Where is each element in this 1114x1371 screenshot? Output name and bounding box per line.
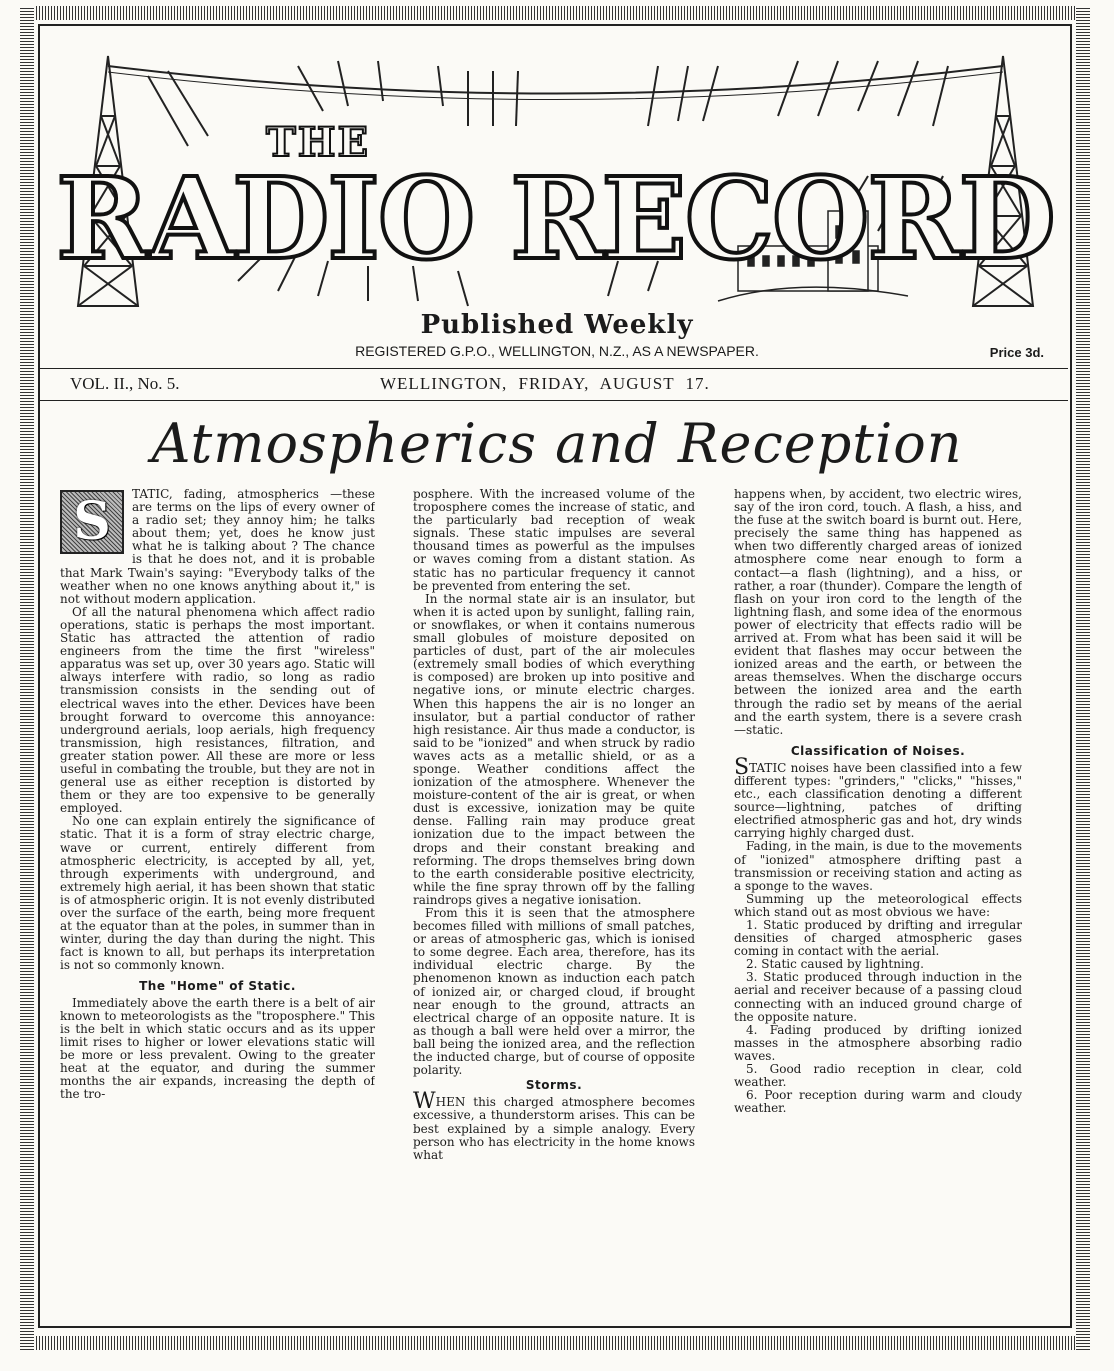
- article-column-2: [413, 488, 695, 1298]
- initial-capital: W: [413, 1089, 436, 1115]
- initial-capital: S: [734, 754, 750, 780]
- paragraph: STATIC noises have been classified into a few different types: "grinders," "clicks," "hisses," etc., each classification denoting a different source—lightning, patches of drifting electrified atmospheric gas and hot, dry winds carrying highly charged dust.: [734, 754, 1022, 841]
- issue-price: Price 3d.: [989, 345, 1044, 360]
- paragraph: Of all the natural phenomena which affect radio operations, static is perhaps the most important. Static has attracted the attention of radio engineers from the time the first "wireless" apparatus was set up, over 30 years ago. Static will always interfere with radio, so long as radio transmission consists in the sending out of electrical waves into the ether. Devices have been brought forward to overcome this annoyance: underground aerials, loop aerials, high frequency transmission, high resistances, filtration, and greater station power. All these are more or less useful in combating the trouble, but they are not in general use as either reception is distorted by them or they are too expensive to be generally employed.: [60, 604, 375, 816]
- paragraph: happens when, by accident, two electric wires, say of the iron cord, touch. A flash, a hiss, and the fuse at the switch board is burnt out. Here, precisely the same thing has happened as when two differently charged areas of ionized atmosphere come near enough to form a contact—a flash (lightning), and a hiss, or rather, a roar (thunder). Compare the length of flash on your iron cord to the length of the lightning flash, and some idea of the enormous power of electricity that effects radio will be arrived at. From what has been said it will be evident that flashes may occur between the ionized areas and the earth, or between the areas themselves. When the discharge occurs between the ionized area and the earth through the radio set by means of the aerial and the earth system, there is a severe crash —static.: [734, 488, 1022, 737]
- ornamental-dropcap: S: [60, 490, 124, 554]
- published-weekly-banner: Published Weekly: [420, 310, 694, 340]
- masthead-title: RADIO RECORD: [56, 154, 1054, 285]
- list-item: 1. Static produced by drifting and irregular densities of charged atmospheric gases coming in contact with the aerial.: [734, 918, 1022, 959]
- paragraph: From this it is seen that the atmosphere becomes filled with millions of small patches, or areas of atmospheric gas, which is ionised to some degree. Each area, therefore, has its individual electric charge. By the phenomenon known as induction each patch of ionized air, or charged cloud, if brought near enough to the ground, attracts an electrical charge of an opposite nature. It is as though a ball were held over a mirror, the ball being the ionized area, and the reflection the inducted charge, but of course of opposite polarity.: [413, 906, 695, 1078]
- masthead-the: THE: [266, 119, 371, 166]
- left-border-rule: [20, 6, 34, 1350]
- registration-notice: REGISTERED G.P.O., WELLINGTON, N.Z., AS A NEWSPAPER.: [355, 343, 759, 359]
- section-heading-home-of-static: The "Home" of Static.: [139, 979, 296, 994]
- list-item: 2. Static caused by lightning.: [746, 957, 924, 972]
- top-border-rule: [30, 6, 1084, 20]
- paragraph: No one can explain entirely the significance of static. That it is a form of stray electric charge, wave or current, entirely different from atmospheric electricity, is accepted by all, yet, through experiments with underground, and extremely high aerial, it has been shown that static is of atmospheric origin. It is not evenly distributed over the surface of the earth, being more frequent at the equator than at the poles, in summer than in winter, during the day than during the night. This fact is known to all, but perhaps its interpretation is not so commonly known.: [60, 814, 375, 973]
- paragraph: Immediately above the earth there is a belt of air known to meteorologists as the "troposphere." This is the belt in which static occurs and as its upper limit rises to higher or lower elevations static will be more or less prevalent. Owing to the greater heat at the equator, and during the summer months the air expands, increasing the depth of the tro-: [60, 995, 375, 1102]
- article-column-3: [734, 488, 1022, 1298]
- paragraph: TATIC, fading, atmospherics —these are terms on the lips of every owner of a radio set; they annoy him; he talks about them; yet, does he know just what he is talking about ? The chance is that he does not, and it is probable that Mark Twain's saying: "Everybody talks of the weather when no one knows anything about it," is not without modern application.: [60, 488, 375, 606]
- masthead-rule-bottom: [40, 400, 1068, 401]
- dateline: WELLINGTON, FRIDAY, AUGUST 17.: [380, 374, 710, 393]
- volume-number: VOL. II., No. 5.: [70, 374, 180, 393]
- list-item: 5. Good radio reception in clear, cold weather.: [734, 1062, 1022, 1090]
- right-border-rule: [1076, 6, 1090, 1350]
- masthead: [38, 26, 1072, 326]
- paragraph: posphere. With the increased volume of the troposphere comes the increase of static, and the particularly bad reception of weak signals. These static impulses are several thousand times as powerful as the impulses or waves coming from a distant station. As static has no particular frequency it cannot be prevented from entering the set.: [413, 488, 695, 593]
- list-item: 6. Poor reception during warm and cloudy weather.: [734, 1088, 1022, 1116]
- section-heading-classification: Classification of Noises.: [790, 743, 966, 758]
- section-heading-storms: Storms.: [525, 1078, 583, 1093]
- masthead-illustration: [38, 26, 1072, 326]
- masthead-rule-top: [40, 368, 1068, 369]
- list-item: 3. Static produced through induction in the aerial and receiver because of a passing cloud connecting with an induced ground charge of the opposite nature.: [734, 970, 1022, 1024]
- list-item: 4. Fading produced by drifting ionized masses in the atmosphere absorbing radio waves.: [734, 1022, 1022, 1063]
- article-headline: Atmospherics and Reception: [151, 412, 963, 475]
- paragraph: Summing up the meteorological effects which stand out as most obvious we have:: [734, 891, 1022, 919]
- paragraph: WHEN this charged atmosphere becomes excessive, a thunderstorm arises. This can be best explained by a simple analogy. Every person who has electricity in the home knows what: [413, 1089, 695, 1162]
- paragraph: Fading, in the main, is due to the movements of "ionized" atmosphere drifting past a transmission or receiving station and acting as a sponge to the waves.: [734, 839, 1022, 893]
- article-column-1: [60, 488, 375, 1298]
- bottom-border-rule: [30, 1336, 1084, 1350]
- paragraph: In the normal state air is an insulator, but when it is acted upon by sunlight, falling rain, or snowflakes, or when it contains numerous small globules of moisture deposited on particles of dust, part of the air molecules (extremely small bodies of which everything is composed) are broken up into positive and negative ions, or minute electric charges. When this happens the air is no longer an insulator, but a partial conductor of rather high resistance. Air thus made a conductor, is said to be "ionized" and when struck by radio waves acts as a metallic shield, or as a sponge. Weather conditions affect the ionization of the atmosphere. Whenever the moisture-content of the air is great, or when dust is excessive, ionization may be quite dense. Falling rain may produce great ionization due to the impact between the drops and their constant breaking and reforming. The drops themselves bring down to the earth considerable positive electricity, while the fine spray thrown off by the falling raindrops gives a negative ionisation.: [413, 591, 695, 907]
